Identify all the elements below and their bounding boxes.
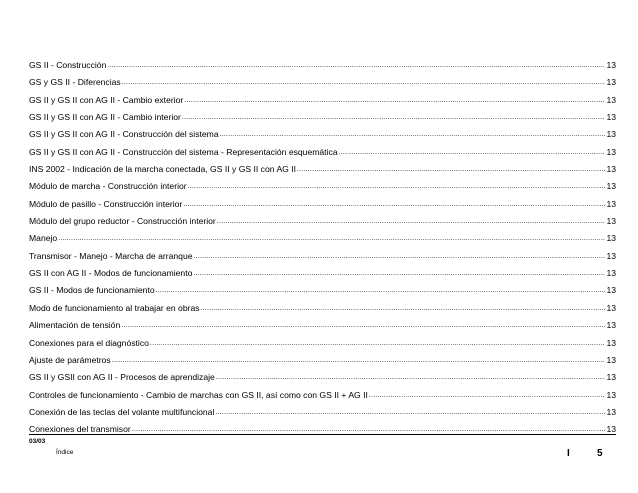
toc-entry-page: 13 — [606, 337, 616, 348]
toc-entry-title: GS II y GS II con AG II - Cambio interior — [29, 112, 181, 123]
toc-entry[interactable] — [29, 181, 616, 198]
toc-entry-title: Manejo — [29, 233, 58, 244]
dot-leader — [215, 406, 605, 418]
footer-chapter: I — [567, 448, 570, 459]
toc-entry[interactable] — [29, 320, 616, 337]
toc-entry-page: 13 — [606, 268, 616, 279]
toc-entry[interactable] — [29, 60, 616, 77]
dot-leader — [183, 198, 605, 210]
dot-leader — [217, 215, 606, 227]
toc-entry-page: 13 — [606, 112, 616, 123]
toc-entry-page: 13 — [606, 216, 616, 227]
toc-entry-title: Módulo del grupo reductor - Construcción interior — [29, 216, 216, 227]
toc-entry[interactable] — [29, 164, 616, 181]
toc-entry-title: GS II y GSII con AG II - Procesos de aprendizaje — [29, 372, 215, 383]
toc-entry-title: Controles de funcionamiento - Cambio de marchas con GS II, así como con GS II + AG II — [29, 389, 368, 400]
toc-entry-title: GS y GS II - Diferencias — [29, 77, 121, 88]
toc-entry-title: GS II y GS II con AG II - Cambio exterior — [29, 94, 184, 105]
dot-leader — [194, 250, 606, 262]
toc-entry[interactable] — [29, 216, 616, 233]
dot-leader — [107, 59, 605, 71]
toc-entry-page: 13 — [606, 60, 616, 70]
toc-entry[interactable] — [29, 233, 616, 250]
toc-entry-page: 13 — [606, 285, 616, 296]
toc-entry[interactable] — [29, 407, 616, 424]
toc-entry-page: 13 — [606, 233, 616, 244]
dot-leader — [193, 267, 605, 279]
footer-date: 03/03 — [29, 438, 46, 445]
toc-entry-page: 13 — [606, 146, 616, 157]
footer-page-number: 5 — [597, 448, 603, 459]
toc-entry-page: 13 — [606, 302, 616, 313]
toc-entry[interactable] — [29, 199, 616, 216]
toc-entry[interactable] — [29, 372, 616, 389]
toc-entry-page: 13 — [606, 354, 616, 365]
dot-leader — [182, 111, 606, 123]
toc-entry-page: 13 — [606, 181, 616, 192]
toc-entry-title: Conexión de las teclas del volante multifuncional — [29, 406, 215, 417]
toc-entry[interactable] — [29, 424, 616, 441]
toc-entry[interactable] — [29, 338, 616, 355]
dot-leader — [220, 128, 606, 140]
toc-entry-title: GS II y GS II con AG II - Construcción del sistema — [29, 129, 219, 140]
dot-leader — [369, 389, 606, 401]
toc-entry-title: Transmisor - Manejo - Marcha de arranque — [29, 250, 193, 261]
dot-leader — [216, 371, 606, 383]
table-of-contents — [29, 60, 616, 442]
toc-entry-page: 13 — [606, 372, 616, 383]
toc-entry-title: Alimentación de tensión — [29, 320, 121, 331]
toc-entry-page: 13 — [606, 164, 616, 175]
footer-divider — [29, 434, 616, 435]
dot-leader — [121, 319, 605, 331]
dot-leader — [184, 94, 605, 106]
dot-leader — [339, 146, 606, 158]
toc-entry-title: Módulo de pasillo - Construcción interior — [29, 198, 183, 209]
dot-leader — [150, 337, 606, 349]
dot-leader — [297, 163, 605, 175]
toc-entry[interactable] — [29, 112, 616, 129]
footer-section-title: Índice — [56, 449, 74, 456]
toc-entry[interactable] — [29, 390, 616, 407]
toc-entry[interactable] — [29, 355, 616, 372]
toc-entry-page: 13 — [606, 406, 616, 417]
dot-leader — [112, 354, 606, 366]
toc-entry[interactable] — [29, 95, 616, 112]
toc-entry[interactable] — [29, 129, 616, 146]
toc-entry-page: 13 — [606, 250, 616, 261]
toc-entry-page: 13 — [606, 94, 616, 105]
toc-entry-title: INS 2002 - Indicación de la marcha conectada, GS II y GS II con AG II — [29, 164, 297, 175]
toc-entry-title: Ajuste de parámetros — [29, 354, 111, 365]
dot-leader — [58, 232, 605, 244]
toc-entry[interactable] — [29, 251, 616, 268]
toc-entry-page: 13 — [606, 389, 616, 400]
toc-entry-title: GS II y GS II con AG II - Construcción del sistema - Representación esquemática — [29, 146, 338, 157]
toc-entry-title: GS II - Construcción — [29, 60, 107, 70]
dot-leader — [188, 180, 606, 192]
toc-entry-title: Modo de funcionamiento al trabajar en obras — [29, 302, 200, 313]
toc-entry-title: GS II - Modos de funcionamiento — [29, 285, 155, 296]
dot-leader — [156, 284, 606, 296]
dot-leader — [201, 302, 606, 314]
toc-entry-page: 13 — [606, 320, 616, 331]
toc-entry-page: 13 — [606, 129, 616, 140]
toc-entry-page: 13 — [606, 424, 616, 435]
toc-entry-page: 13 — [606, 77, 616, 88]
toc-entry-title: GS II con AG II - Modos de funcionamiento — [29, 268, 193, 279]
toc-entry-title: Módulo de marcha - Construcción interior — [29, 181, 187, 192]
dot-leader — [122, 76, 606, 88]
toc-entry-title: Conexiones del transmisor — [29, 424, 131, 435]
toc-entry[interactable] — [29, 77, 616, 94]
toc-entry-page: 13 — [606, 198, 616, 209]
toc-entry[interactable] — [29, 147, 616, 164]
toc-entry[interactable] — [29, 303, 616, 320]
toc-entry-title: Conexiones para el diagnóstico — [29, 337, 149, 348]
toc-entry[interactable] — [29, 285, 616, 302]
toc-entry[interactable] — [29, 268, 616, 285]
